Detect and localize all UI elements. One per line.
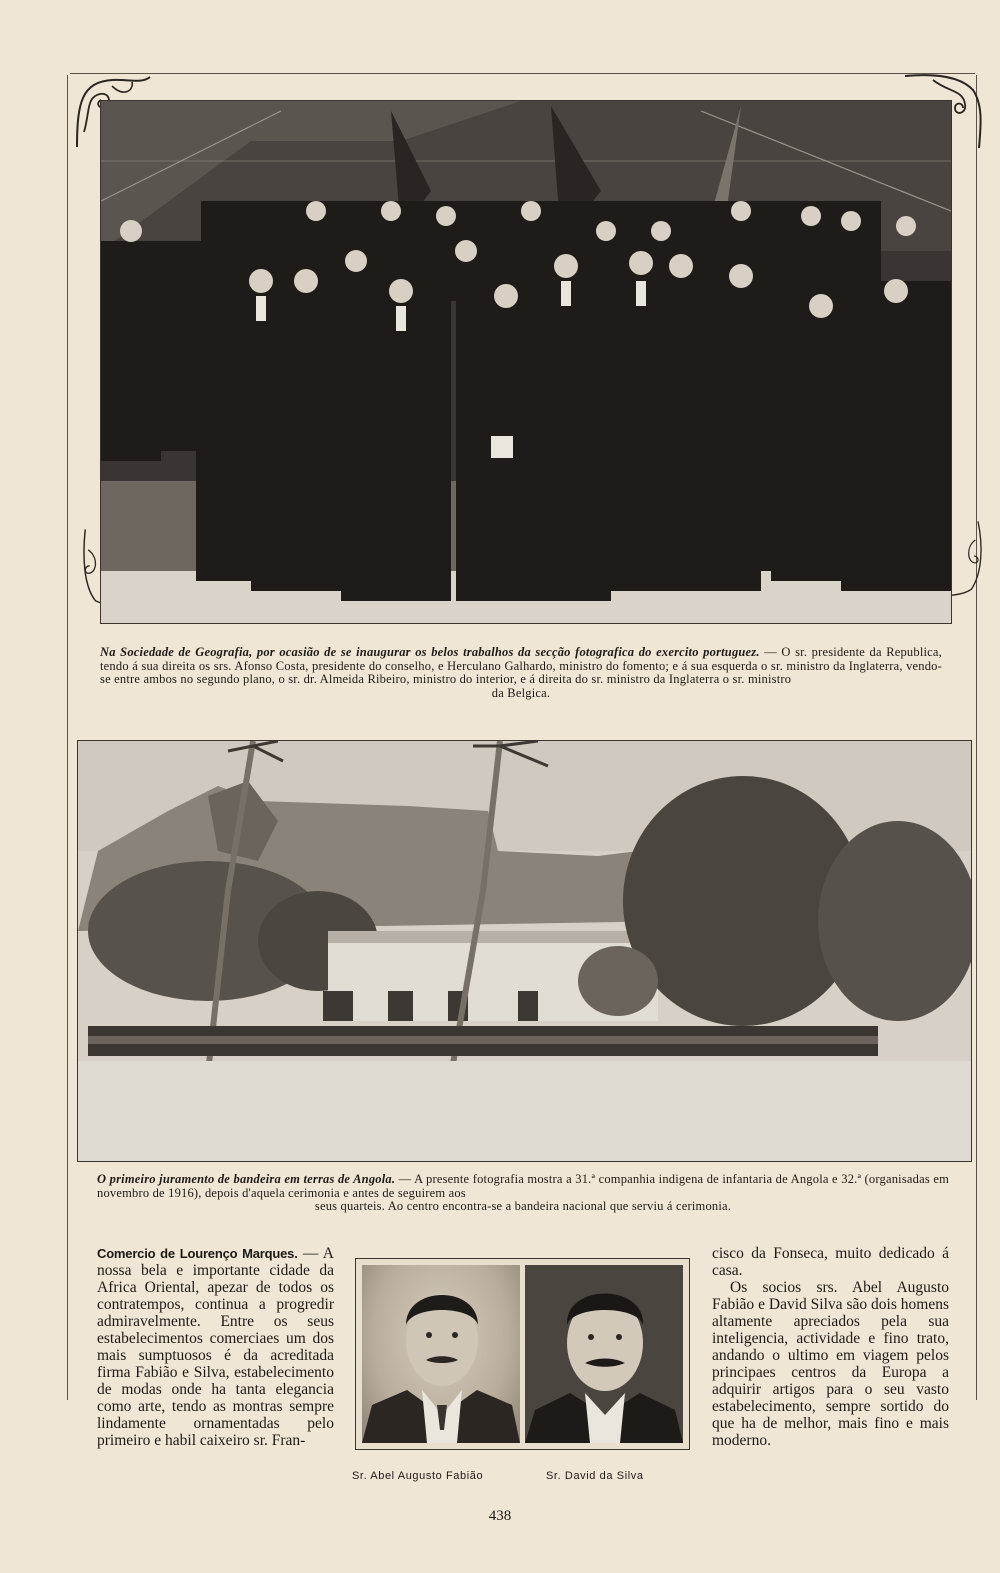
page-left-rule — [67, 75, 68, 1400]
caption-group-photo-body: — O sr. presidente da Republica, tendo á sua direita os srs. Afonso Costa, presidente do conselho, e Herculano Galhardo, ministro do fomento; e á sua esquerda o sr. ministro da Inglaterra, vendo-se entre ambos no segundo plano, o sr. dr. Almeida Ribeiro, ministro do interior, e á direita do sr. ministro da Inglaterra o sr. ministro — [100, 645, 943, 686]
portrait-label-left: Sr. Abel Augusto Fabião — [352, 1470, 484, 1482]
caption-angola-photo-tail: seus quarteis. Ao centro encontra-se a bandeira nacional que serviu á cerimonia. — [314, 1199, 732, 1213]
portrait-abel-augusto-fabiao — [362, 1265, 520, 1443]
article-col1-text: — A nossa bela e importante cidade da Africa Oriental, apezar de todos os contratempos, continua a progredir admiravelmente. Entre os seus estabelecimentos comerciaes um dos mais sumptuosos é da acreditada firma Fabião e Silva, estabelecimento de modas onde ha tanta elegancia como arte, tendo as montras sempre lindamente ornamentadas pelo primeiro e habil caixeiro sr. Fran- — [97, 1245, 334, 1449]
article-heading: Comercio de Lourenço Marques. — [97, 1246, 298, 1261]
portraits-frame — [355, 1258, 690, 1450]
caption-group-photo — [100, 646, 942, 700]
article-col2-paragraph-2: Os socios srs. Abel Augusto Fabião e David Silva são dois homens altamente apreciados pela sua inteligencia, actividade e fino trato, andando o ultimo em viagem pelos principaes centros da Europa a adquirir artigos para o seu vasto estabelecimento, sempre sortido do que ha de melhor, mais fino e mais moderno. — [712, 1279, 949, 1449]
group-photograph — [100, 100, 952, 624]
caption-group-photo-lead: Na Sociedade de Geografia, por ocasião de se inaugurar os belos trabalhos da secção fotografica do exercito portuguez. — [100, 645, 760, 659]
page-top-rule — [70, 73, 975, 74]
caption-group-photo-tail: da Belgica. — [491, 685, 551, 700]
portrait-david-da-silva — [525, 1265, 683, 1443]
portrait-label-right: Sr. David da Silva — [546, 1470, 644, 1482]
caption-angola-photo-lead: O primeiro juramento de bandeira em terras de Angola. — [97, 1172, 396, 1186]
article-column-right — [712, 1245, 949, 1449]
article-col2-paragraph-1: cisco da Fonseca, muito dedicado á casa. — [712, 1245, 949, 1279]
angola-photograph — [77, 740, 972, 1162]
page-number: 438 — [488, 1508, 512, 1524]
caption-angola-photo — [97, 1173, 949, 1214]
caption-angola-photo-body: — A presente fotografia mostra a 31.ª companhia indigena de infantaria de Angola e 32.ª (organisadas em novembro de 1916), depois d'aquela cerimonia e antes de seguirem aos — [97, 1172, 949, 1200]
article-column-left — [97, 1245, 334, 1449]
page-right-rule — [976, 75, 977, 1400]
